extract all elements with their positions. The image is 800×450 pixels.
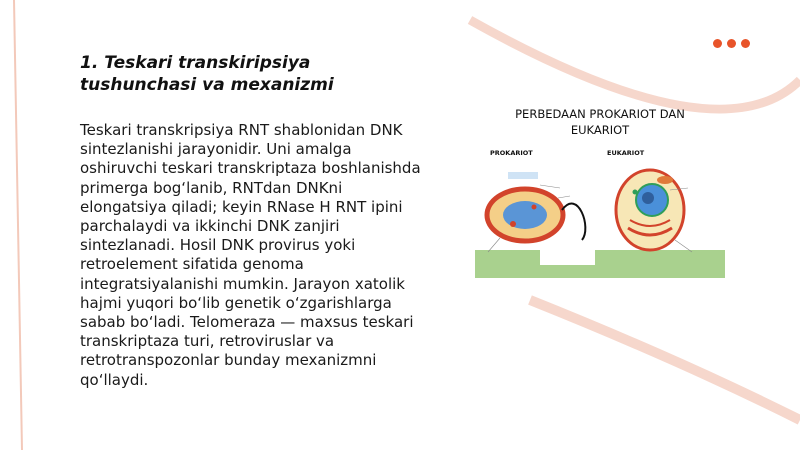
slide-body-text: Teskari transkripsiya RNT shablonidan DNK sintezlanishi jarayonidir. Uni amalga oshiruvchi teskari transkriptaza boshlanishda primerga bog‘lanib, RNTdan DNKni elongatsiya qiladi; keyin RNase H RNT ipini parchalaydi va ikkinchi DNK zanjiri sintezlanadi. Hosil DNK provirus yoki retroelement sifatida genoma integratsiyalanishi mumkin. Jarayon xatolik hajmi yuqori bo‘lib genetik o‘zgarishlarga sabab bo‘ladi. Telomeraza — maxsus teskari transkriptaza turi, retroviruslar va retrotranspozonlar bunday mexanizmni qo‘llaydi. xyxy=(80,121,421,389)
accent-dots xyxy=(713,39,750,48)
eukaryote-label: EUKARIOT xyxy=(607,149,645,157)
accent-dot xyxy=(713,39,722,48)
accent-dot xyxy=(741,39,750,48)
figure-title xyxy=(470,107,730,138)
figure-title-line2: EUKARIOT xyxy=(570,122,630,137)
prokaryote-label: PROKARIOT xyxy=(490,149,533,157)
ground-strip xyxy=(475,250,725,278)
prokaryote-cell xyxy=(487,172,585,241)
cell-comparison-figure xyxy=(470,100,730,285)
left-accent-line xyxy=(14,0,22,450)
eukaryote-cell xyxy=(616,170,684,250)
slide-title: 1. Teskari transkiripsiya tushunchasi va mexanizmi xyxy=(80,53,334,95)
arc-bottom xyxy=(530,300,800,420)
figure-title-line1: PERBEDAAN PROKARIOT DAN xyxy=(515,107,685,121)
arc-top xyxy=(470,20,800,109)
accent-dot xyxy=(727,39,736,48)
